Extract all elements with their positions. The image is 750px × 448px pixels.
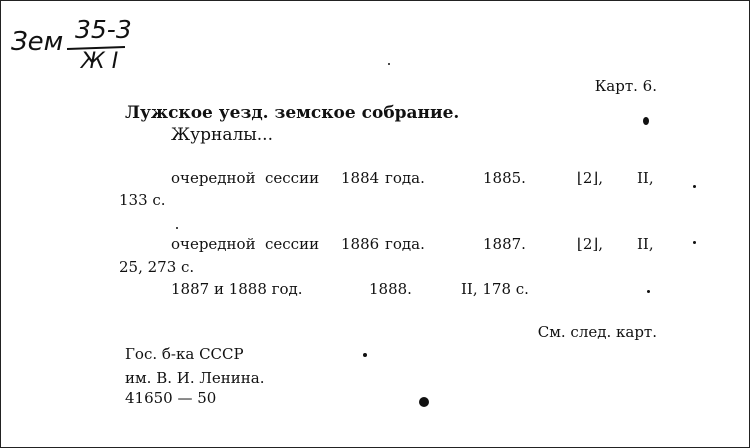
- ink-speck: [693, 185, 696, 188]
- subheading: Журналы...: [171, 125, 273, 145]
- entry-3-vol-pages: II, 178 с.: [461, 280, 529, 298]
- entry-2-year: 1886: [341, 235, 380, 253]
- entry-2-vol: II,: [637, 235, 654, 253]
- entry-2-word-3: года.: [385, 235, 425, 253]
- entry-1-parts: ⌊2⌋,: [577, 169, 604, 187]
- library-stamp-line-1: Гос. б-ка СССР: [125, 345, 244, 363]
- library-stamp-line-3: 41650 — 50: [125, 389, 217, 407]
- entry-2-pubyear: 1887.: [483, 235, 526, 253]
- ink-speck: [647, 290, 650, 293]
- shelfmark-number: 35-3: [75, 15, 132, 44]
- ink-speck: [643, 117, 649, 125]
- entry-1-pubyear: 1885.: [483, 169, 526, 187]
- entry-2-pages: 25, 273 с.: [119, 258, 195, 276]
- entry-1-vol: II,: [637, 169, 654, 187]
- entry-1-year: 1884: [341, 169, 380, 187]
- entry-2-word-2: сессии: [265, 235, 320, 253]
- see-next-card: См. след. карт.: [537, 323, 657, 341]
- shelfmark-sub: Ж I: [81, 49, 119, 74]
- card-number: Карт. 6.: [594, 77, 657, 95]
- ink-speck: [693, 241, 696, 244]
- entry-2-parts: ⌊2⌋,: [577, 235, 604, 253]
- heading: Лужское уезд. земское собрание.: [125, 103, 460, 123]
- entry-3-years: 1887 и 1888 год.: [171, 280, 303, 298]
- entry-1-pages: 133 с.: [119, 191, 166, 209]
- ink-blot: [419, 397, 429, 407]
- entry-1-word-2: сессии: [265, 169, 320, 187]
- ink-speck: [363, 353, 367, 357]
- entry-1-word-3: года.: [385, 169, 425, 187]
- entry-1-word-1: очередной: [171, 169, 256, 187]
- ink-speck: [388, 63, 390, 65]
- entry-3-pubyear: 1888.: [369, 280, 412, 298]
- shelfmark-prefix: Зем: [11, 27, 64, 57]
- entry-2-word-1: очередной: [171, 235, 256, 253]
- library-stamp-line-2: им. В. И. Ленина.: [125, 369, 265, 387]
- ink-speck: [176, 227, 178, 229]
